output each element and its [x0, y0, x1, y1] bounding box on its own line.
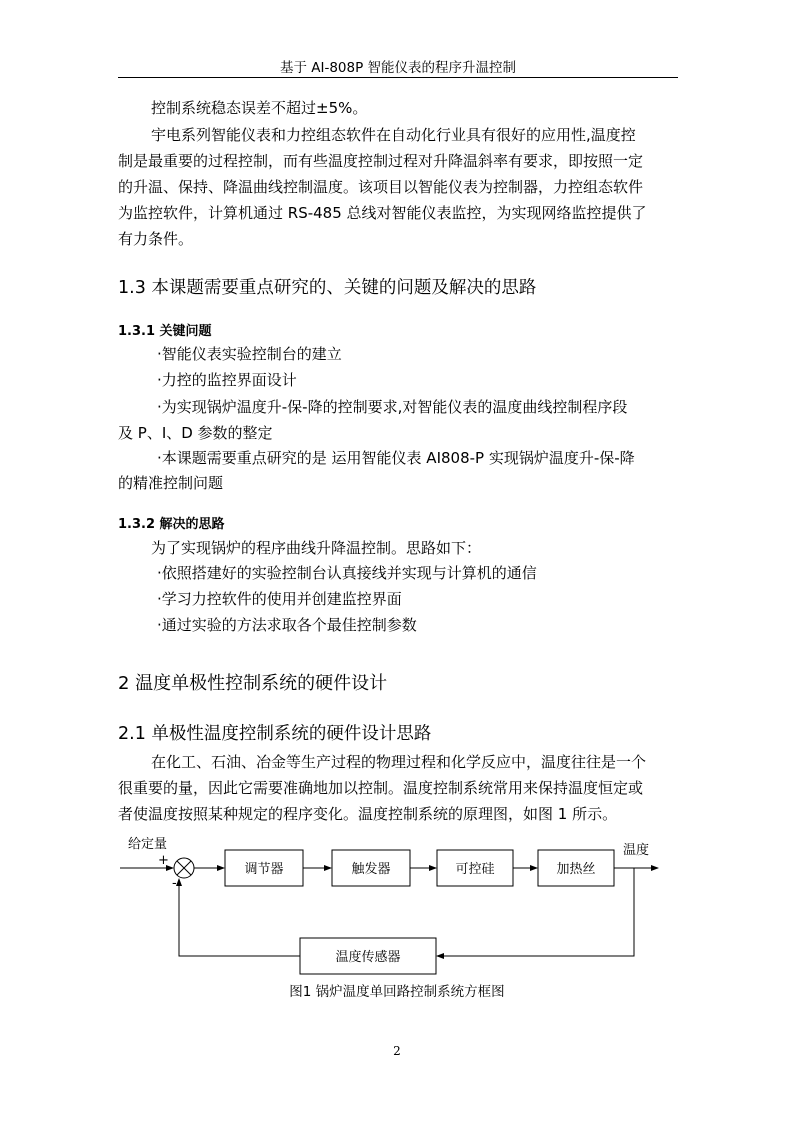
- svg-text:加热丝: 加热丝: [556, 862, 596, 877]
- plus-sign: +: [158, 853, 169, 868]
- section-heading-1-3: 1.3 本课题需要重点研究的、关键的问题及解决的思路: [118, 278, 537, 298]
- subsection-heading-1-3-2: 1.3.2 解决的思路: [118, 517, 225, 532]
- subsection-heading-1-3-1: 1.3.1 关键问题: [118, 324, 212, 339]
- intro-para-line: 的升温、保持、降温曲线控制温度。该项目以智能仪表为控制器，力控组态软件: [118, 178, 644, 196]
- output-label: 温度: [623, 843, 650, 858]
- input-label: 给定量: [128, 837, 168, 852]
- para-2-1-line: 在化工、石油、冶金等生产过程的物理过程和化学反应中，温度往往是一个: [151, 753, 647, 771]
- intro-para-line: 为监控软件，计算机通过 RS-485 总线对智能仪表监控，为实现网络监控提供了: [118, 204, 647, 222]
- key-item: ·智能仪表实验控制台的建立: [157, 345, 342, 363]
- solution-item: ·通过实验的方法求取各个最佳控制参数: [157, 616, 417, 634]
- key-item: ·为实现锅炉温度升-保-降的控制要求,对智能仪表的温度曲线控制程序段: [157, 398, 628, 416]
- section-heading-2: 2 温度单极性控制系统的硬件设计: [118, 673, 388, 694]
- svg-text:可控硅: 可控硅: [455, 862, 495, 877]
- regulator-block: [225, 850, 303, 886]
- temperature-sensor-block: [300, 938, 436, 974]
- solution-item: ·依照搭建好的实验控制台认真接线并实现与计算机的通信: [157, 564, 537, 582]
- page-header: 基于 AI-808P 智能仪表的程序升温控制: [279, 60, 517, 76]
- page-number: 2: [393, 1044, 401, 1058]
- intro-para-line: 宇电系列智能仪表和力控组态软件在自动化行业具有很好的应用性,温度控: [151, 126, 636, 144]
- figure-caption: 图1 锅炉温度单回路控制系统方框图: [289, 984, 505, 1000]
- key-item: ·本课题需要重点研究的是 运用智能仪表 AI808-P 实现锅炉温度升-保-降: [157, 449, 635, 467]
- minus-sign: -: [172, 876, 177, 891]
- para-2-1-line: 者使温度按照某种规定的程序变化。温度控制系统的原理图，如图 1 所示。: [118, 805, 618, 823]
- feedback-return-arrow: [179, 879, 300, 956]
- intro-para-line: 制是最重要的过程控制，而有些温度控制过程对升降温斜率有要求，即按照一定: [118, 152, 644, 170]
- key-item: 的精准控制问题: [118, 474, 224, 492]
- svg-text:温度传感器: 温度传感器: [335, 950, 401, 965]
- key-item: ·力控的监控界面设计: [157, 371, 297, 389]
- solution-item: ·学习力控软件的使用并创建监控界面: [157, 590, 402, 608]
- heater-block: [538, 850, 614, 886]
- intro-para-line: 有力条件。: [118, 230, 194, 248]
- solution-item: 为了实现锅炉的程序曲线升降温控制。思路如下：: [151, 539, 482, 557]
- thyristor-block: [437, 850, 513, 886]
- svg-text:触发器: 触发器: [351, 862, 391, 877]
- key-item: 及 P、I、D 参数的整定: [118, 424, 273, 442]
- para-2-1-line: 很重要的量，因此它需要准确地加以控制。温度控制系统常用来保持温度恒定或: [118, 779, 644, 797]
- header-rule: [118, 77, 678, 78]
- svg-text:调节器: 调节器: [244, 862, 284, 877]
- summing-junction: [174, 858, 194, 878]
- intro-line: 控制系统稳态误差不超过±5%。: [151, 99, 368, 117]
- trigger-block: [332, 850, 410, 886]
- block-diagram: [118, 832, 663, 977]
- section-heading-2-1: 2.1 单极性温度控制系统的硬件设计思路: [118, 724, 432, 744]
